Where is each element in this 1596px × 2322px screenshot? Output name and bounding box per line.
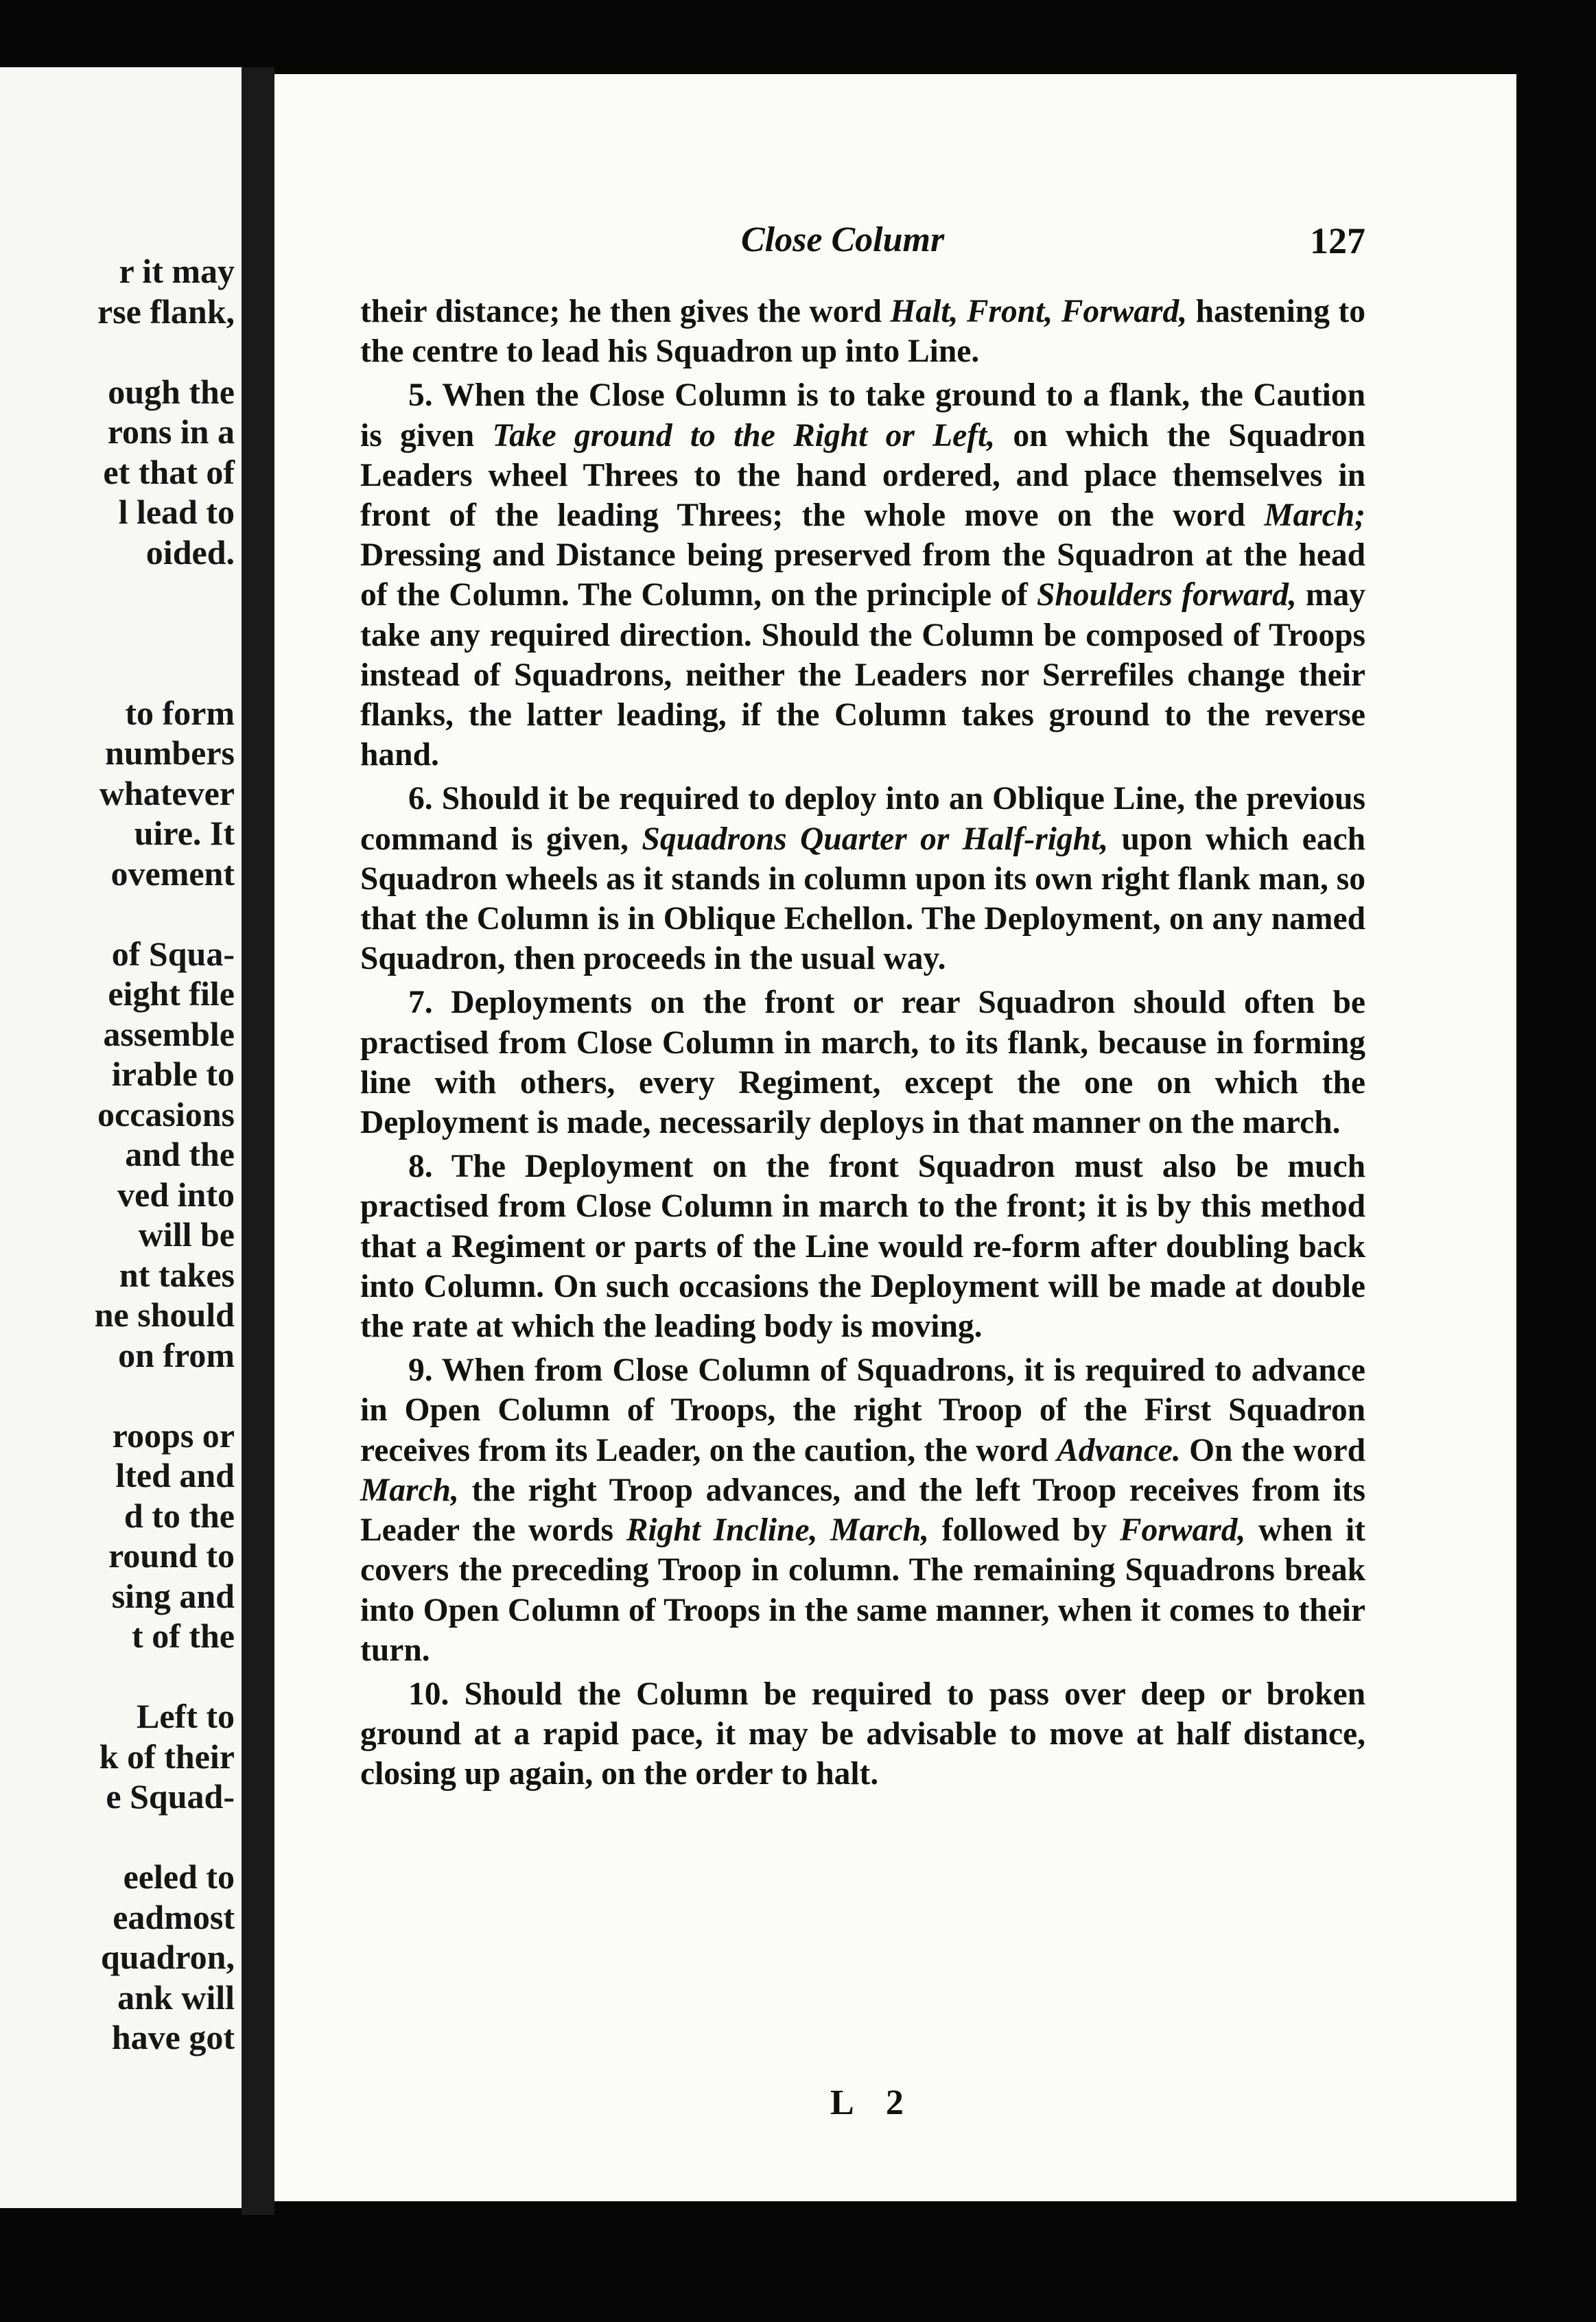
left-page-line: sing and [111, 1576, 235, 1615]
left-page-line: on from [118, 1335, 235, 1374]
left-page-line: ved into [117, 1175, 235, 1214]
paragraph-6: 6. Should it be required to deploy into an Oblique Line, the previous command is given, Squadrons Quarter or Half-right, upon which each Squadron wheels as it stands in column upon its own right flank man, so that the Column is in Oblique Echellon. The Deployment, on any named Squadron, then proceeds in the usual way. [360, 781, 1365, 977]
left-page-line: l lead to [118, 493, 235, 531]
left-page-line: round to [108, 1536, 235, 1575]
left-page-line: ough the [108, 372, 235, 411]
signature-mark: L 2 [830, 2083, 916, 2122]
paragraph-7: 7. Deployments on the front or rear Squadron should often be practised from Close Column in march, to its flank, because in forming line with others, every Regiment, except the one on which the Deployment is made, necessarily deploys in that manner on the march. [360, 985, 1365, 1141]
page-number: 127 [1310, 220, 1365, 261]
left-page-line: ne should [94, 1295, 235, 1334]
left-page-line: have got [111, 2018, 235, 2056]
left-page-line: occasions [97, 1094, 235, 1134]
body-text [360, 292, 1365, 1798]
left-page-line: rons in a [107, 412, 235, 451]
paragraph-10: 10. Should the Column be required to pass over deep or broken ground at a rapid pace, it may be advisable to move at half distance, closing up again, on the order to halt. [360, 1676, 1365, 1792]
left-page-line: e Squad- [106, 1777, 235, 1816]
left-page-line: t of the [132, 1617, 235, 1655]
left-page-line: whatever [99, 773, 235, 812]
left-page-line: d to the [124, 1496, 235, 1535]
paragraph-continuation: their distance; he then gives the word Halt, Front, Forward, hastening to the centre to lead his Squadron up into Line. [360, 294, 1365, 370]
left-page-line: lted and [115, 1456, 235, 1494]
left-page-line: rse flank, [97, 292, 235, 331]
left-page-line: to form [125, 693, 235, 732]
paragraph-5: 5. When the Close Column is to take ground to a flank, the Caution is given Take ground to the Right or Left, on which the Squadron Leaders wheel Threes to the hand ordered, and place themselves in front of the leading Threes; the whole move on the word March; Dressing and Distance being preserved from the Squadron at the head of the Column. The Column, on the principle of Shoulders forward, may take any required direction. Should the Column be composed of Troops instead of Squadrons, neither the Leaders nor Serrefiles change their flanks, the latter leading, if the Column takes ground to the reverse hand. [360, 377, 1365, 773]
left-page-line: Left to [137, 1697, 235, 1735]
left-page-line: irable to [111, 1055, 235, 1093]
left-page-line: numbers [105, 734, 235, 772]
left-page-line: and the [125, 1135, 235, 1173]
left-page-line: assemble [103, 1014, 235, 1053]
book-gutter [242, 67, 274, 2215]
left-page-line: nt takes [119, 1255, 235, 1294]
left-page-line: eeled to [123, 1857, 235, 1896]
left-page-line: uire. It [134, 814, 235, 852]
left-page-line: eadmost [113, 1897, 235, 1936]
paragraph-9: 9. When from Close Column of Squadrons, it is required to advance in Open Column of Troops, the right Troop of the First Squadron receives from its Leader, on the caution, the word Advance. On the word March, the right Troop advances, and the left Troop receives from its Leader the words Right Incline, March, followed by Forward, when it covers the preceding Troop in column. The remaining Squadrons break into Open Column of Troops in the same manner, when it comes to their turn. [360, 1352, 1365, 1668]
left-page-line: of Squa- [111, 934, 235, 973]
left-page-line: et that of [103, 452, 235, 491]
left-page-line: k of their [99, 1737, 235, 1776]
paragraph-8: 8. The Deployment on the front Squadron must also be much practised from Close Column in march to the front; it is by this method that a Regiment or parts of the Line would re-form after doubling back into Column. On such occasions the Deployment will be made at double the rate at which the leading body is moving. [360, 1149, 1365, 1345]
left-page-line: oided. [145, 532, 235, 572]
left-page-line: will be [138, 1215, 235, 1254]
left-page-line: roops or [112, 1416, 235, 1455]
left-page-line: ovement [110, 854, 235, 893]
left-page-fragment [0, 67, 242, 2208]
page-header [741, 220, 1365, 268]
left-page-line: ank will [117, 1978, 235, 2017]
left-page-line: r it may [119, 252, 235, 290]
left-page-line: quadron, [100, 1938, 235, 1976]
left-page-line: eight file [108, 974, 235, 1013]
running-head: Close Columr [741, 220, 945, 259]
